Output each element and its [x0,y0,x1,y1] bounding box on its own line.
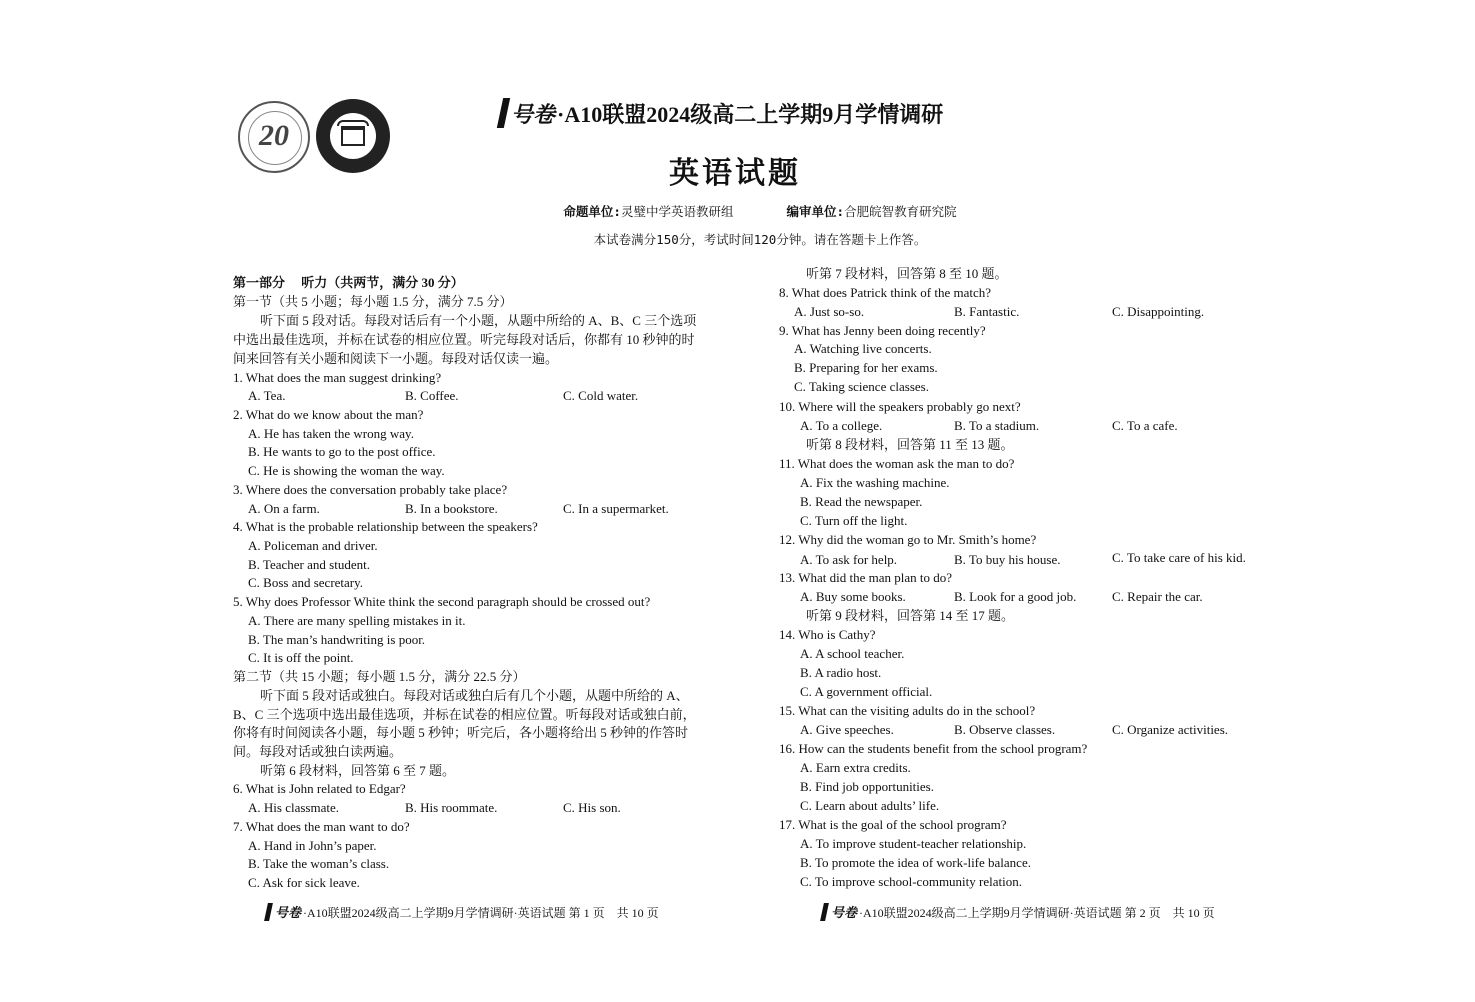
option-13a: A. Buy some books. [800,589,906,604]
option-15a: A. Give speeches. [800,722,894,737]
footer-text: ·A10联盟2024级高二上学期9月学情调研·英语试题 第 2 页 共 10 页 [859,906,1215,920]
option-6b: B. His roommate. [405,800,498,815]
option-17c: C. To improve school-community relation. [800,874,1022,889]
section-title: 第二节（共 15 小题；每小题 1.5 分，满分 22.5 分） [233,669,526,684]
question-10: 10. Where will the speakers probably go next? [779,399,1021,414]
brand-mark-icon [820,903,829,921]
option-5a: A. There are many spelling mistakes in it. [248,613,466,628]
brand-name: 号卷 [275,905,302,920]
question-9: 9. What has Jenny been doing recently? [779,323,986,338]
question-16: 16. How can the students benefit from the school program? [779,741,1088,756]
exam-title: ·A10联盟2024级高二上学期9月学情调研 [557,102,944,127]
option-15c: C. Organize activities. [1112,722,1229,737]
question-12: 12. Why did the woman go to Mr. Smith’s home? [779,532,1037,547]
question-4: 4. What is the probable relationship between the speakers? [233,519,538,534]
option-7c: C. Ask for sick leave. [248,875,360,890]
option-11a: A. Fix the washing machine. [800,475,950,490]
page-footer-left [266,902,659,921]
question-15: 15. What can the visiting adults do in the school? [779,703,1036,718]
directions-line: 间来回答有关小题和阅读下一小题。每段对话仅读一遍。 [233,351,559,366]
exam-header [500,98,1040,129]
material-label: 听第 9 段材料，回答第 14 至 17 题。 [806,608,1015,623]
option-6c: C. His son. [563,800,621,815]
option-3c: C. In a supermarket. [563,501,669,516]
exam-note: 本试卷满分150分，考试时间120分钟。请在答题卡上作答。 [593,232,927,247]
option-6a: A. His classmate. [248,800,339,815]
directions-line: 听下面 5 段对话。每段对话后有一个小题，从题中所给的 A、B、C 三个选项 [260,313,697,328]
option-4c: C. Boss and secretary. [248,575,364,590]
question-2: 2. What do we know about the man? [233,407,424,422]
option-1a: A. Tea. [248,388,286,403]
reviewer-name: 合肥皖智教育研究院 [844,204,957,219]
option-12a: A. To ask for help. [800,552,898,567]
option-16b: B. Find job opportunities. [800,779,934,794]
question-14: 14. Who is Cathy? [779,627,876,642]
option-5c: C. It is off the point. [248,650,354,665]
directions-line: B、C 三个选项中选出最佳选项，并标在试卷的相应位置。听每段对话或独白前， [233,707,696,722]
option-3b: B. In a bookstore. [405,501,498,516]
footer-text: ·A10联盟2024级高二上学期9月学情调研·英语试题 第 1 页 共 10 页 [303,906,659,920]
option-16c: C. Learn about adults’ life. [800,798,940,813]
option-15b: B. Observe classes. [954,722,1056,737]
part-title: 第一部分 听力（共两节，满分 30 分） [233,275,464,290]
option-14c: C. A government official. [800,684,933,699]
brand-mark-icon [497,98,510,128]
authoring-units [470,202,1050,220]
option-8c: C. Disappointing. [1112,304,1205,319]
directions-line: 听下面 5 段对话或独白。每段对话或独白后有几个小题，从题中所给的 A、 [260,688,689,703]
option-12b: B. To buy his house. [954,552,1061,567]
option-4b: B. Teacher and student. [248,557,370,572]
option-17a: A. To improve student-teacher relationship. [800,836,1027,851]
question-7: 7. What does the man want to do? [233,819,410,834]
section-title: 第一节（共 5 小题；每小题 1.5 分，满分 7.5 分） [233,294,513,309]
option-12c: C. To take care of his kid. [1112,550,1246,565]
seal-number: 20 [259,119,289,152]
option-2b: B. He wants to go to the post office. [248,444,436,459]
page-title: 英语试题 [669,157,801,190]
option-16a: A. Earn extra credits. [800,760,911,775]
option-1b: B. Coffee. [405,388,459,403]
material-label: 听第 8 段材料，回答第 11 至 13 题。 [806,437,1014,452]
option-1c: C. Cold water. [563,388,639,403]
directions-line: 中选出最佳选项，并标在试卷的相应位置。听完每段对话后，你都有 10 秒钟的时 [233,332,695,347]
author-name: 灵璧中学英语教研组 [620,204,734,219]
question-1: 1. What does the man suggest drinking? [233,370,442,385]
option-4a: A. Policeman and driver. [248,538,378,553]
question-6: 6. What is John related to Edgar? [233,781,406,796]
directions-line: 你将有时间阅读各小题，每小题 5 秒钟；听完后，各小题将给出 5 秒钟的作答时 [233,725,689,740]
option-9a: A. Watching live concerts. [794,341,932,356]
author-label: 命题单位: [563,204,621,219]
option-11b: B. Read the newspaper. [800,494,923,509]
question-17: 17. What is the goal of the school program? [779,817,1007,832]
option-2a: A. He has taken the wrong way. [248,426,414,441]
option-13c: C. Repair the car. [1112,589,1203,604]
option-7b: B. Take the woman’s class. [248,856,390,871]
option-3a: A. On a farm. [248,501,320,516]
brand-name: 号卷 [831,905,858,920]
option-14b: B. A radio host. [800,665,882,680]
option-8a: A. Just so-so. [794,304,865,319]
option-9b: B. Preparing for her exams. [794,360,938,375]
option-8b: B. Fantastic. [954,304,1020,319]
option-9c: C. Taking science classes. [794,379,929,394]
question-11: 11. What does the woman ask the man to do? [779,456,1015,471]
material-label: 听第 7 段材料，回答第 8 至 10 题。 [806,266,1008,281]
question-8: 8. What does Patrick think of the match? [779,285,992,300]
option-11c: C. Turn off the light. [800,513,908,528]
material-label: 听第 6 段材料，回答第 6 至 7 题。 [260,763,456,778]
option-2c: C. He is showing the woman the way. [248,463,445,478]
directions-line: 间。每段对话或独白读两遍。 [233,744,403,759]
brand-mark-icon [264,903,273,921]
option-13b: B. Look for a good job. [954,589,1077,604]
option-10b: B. To a stadium. [954,418,1040,433]
anniversary-seal-icon [238,101,310,173]
reviewer-label: 编审单位: [786,204,845,219]
wanzhi-education-seal-icon [316,99,390,173]
question-3: 3. Where does the conversation probably take place? [233,482,508,497]
option-5b: B. The man’s handwriting is poor. [248,632,426,647]
question-5: 5. Why does Professor White think the second paragraph should be crossed out? [233,594,651,609]
option-17b: B. To promote the idea of work-life balance. [800,855,1031,870]
question-13: 13. What did the man plan to do? [779,570,953,585]
option-14a: A. A school teacher. [800,646,905,661]
page-footer-right [822,902,1215,921]
option-7a: A. Hand in John’s paper. [248,838,377,853]
brand-name: 号卷 [511,102,556,127]
option-10a: A. To a college. [800,418,883,433]
option-10c: C. To a cafe. [1112,418,1178,433]
